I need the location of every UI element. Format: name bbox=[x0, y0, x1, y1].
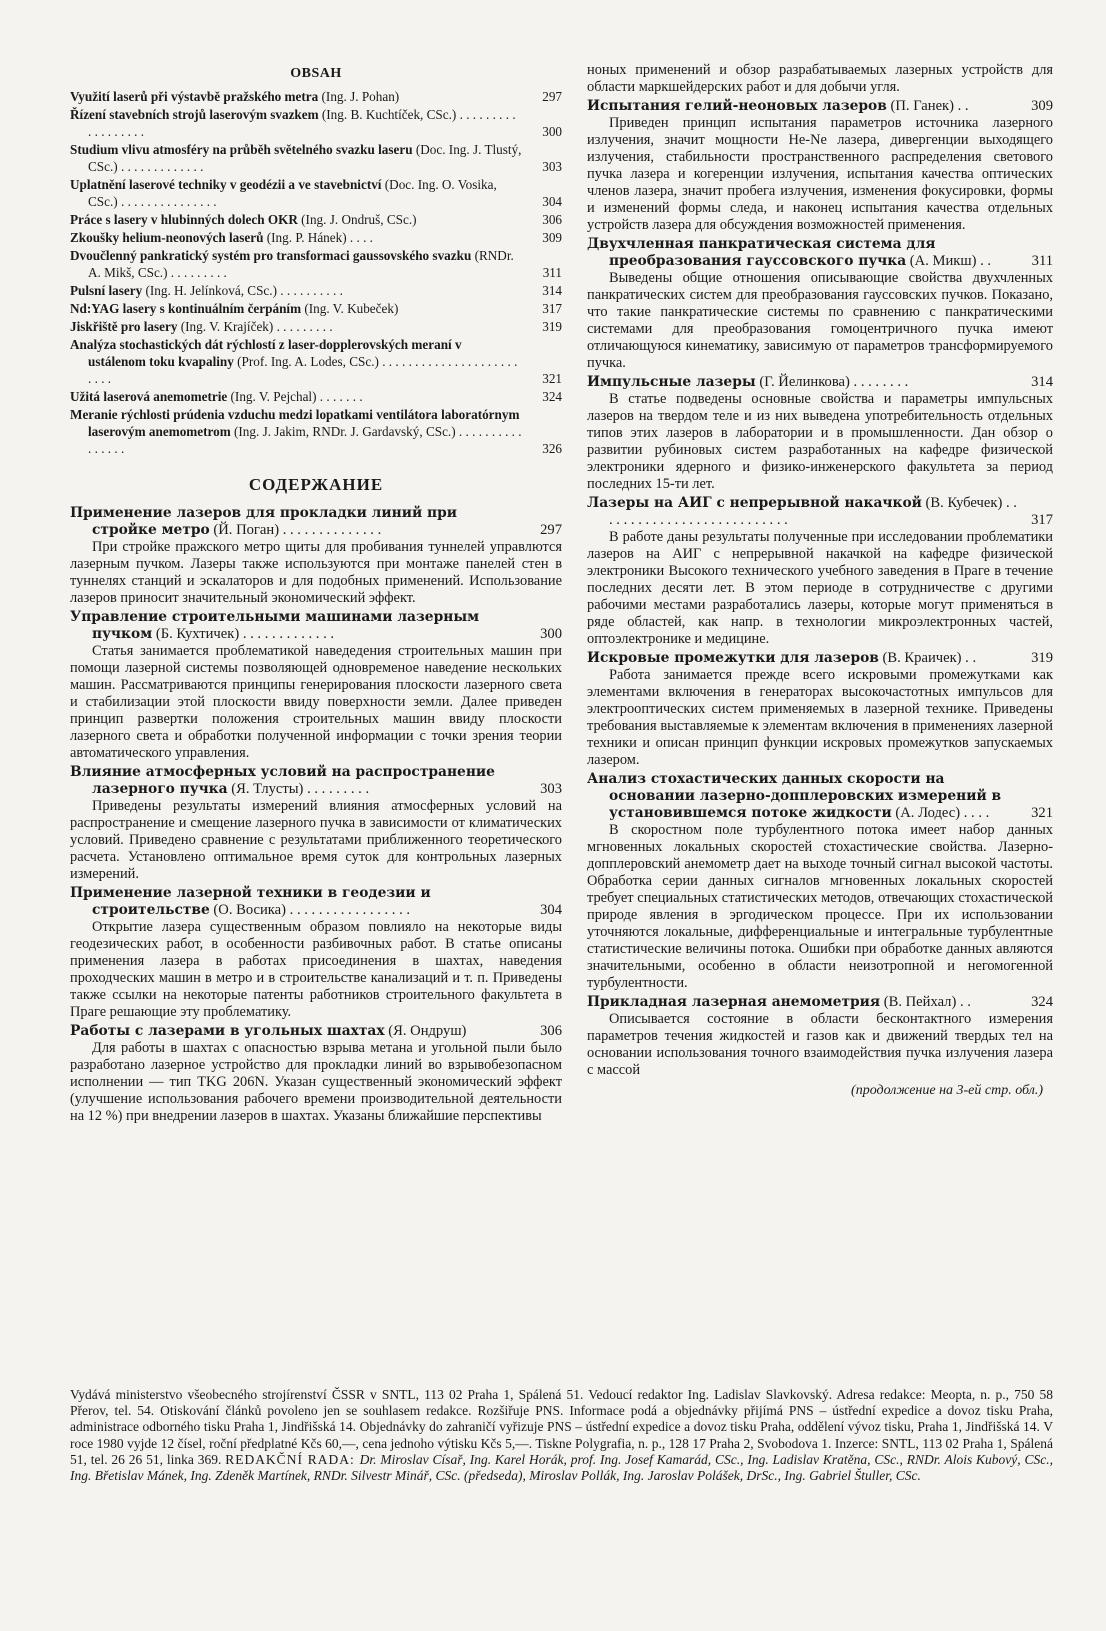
toc-entry-title: Meranie rýchlosti prúdenia vzduchu medzi lopatkami ventilátora laboratórnym laserovým anemometrom bbox=[70, 407, 520, 439]
article-title-block bbox=[587, 495, 1017, 529]
article-page: 300 bbox=[540, 626, 562, 642]
toc-entry-page: 321 bbox=[542, 371, 562, 386]
article-title: Прикладная лазерная анемометрия bbox=[587, 994, 881, 1010]
soderzhanie-title: СОДЕРЖАНИЕ bbox=[248, 475, 384, 494]
article-title-block bbox=[70, 1023, 526, 1040]
article-author: (Я. Тлусты) . . . . . . . . . bbox=[227, 781, 370, 797]
toc-entry-title: Práce s lasery v hlubinných dolech OKR bbox=[70, 212, 298, 227]
toc-entry-author: (Ing. J. Ondruš, CSc.) bbox=[297, 212, 417, 227]
toc-entry-page: 306 bbox=[542, 212, 562, 227]
article-title-block bbox=[70, 609, 526, 643]
article-title-block bbox=[587, 236, 1017, 270]
continued-abstract: ноных применений и обзор разрабатываемых лазерных устройств для области маркшейдерских работ и для добычи угля. bbox=[587, 62, 1053, 95]
article-page: 324 bbox=[1031, 994, 1053, 1010]
article-title: Применение лазерной техники в геодезии и строительстве bbox=[70, 885, 431, 918]
toc-entry bbox=[70, 211, 562, 228]
continuation-note: (продолжение на 3-ей стр. обл.) bbox=[851, 1083, 1043, 1098]
article-title: Управление строительными машинами лазерным пучком bbox=[70, 609, 480, 642]
article-title-block bbox=[70, 885, 526, 919]
articles-right bbox=[587, 98, 1053, 1079]
article-author: (Я. Ондруш) bbox=[384, 1023, 467, 1039]
article-author: (А. Микш) . . bbox=[906, 253, 992, 269]
article-author: (Г. Йелинкова) . . . . . . . . bbox=[755, 374, 909, 390]
article-title: Анализ стохастических данных скорости на основании лазерно-допплеровских измерений в установившемся потоке жидкости bbox=[587, 771, 1002, 821]
article-page: 311 bbox=[1031, 253, 1053, 269]
toc-entry bbox=[70, 318, 562, 335]
toc-entry bbox=[70, 141, 562, 175]
article bbox=[587, 236, 1053, 372]
right-column bbox=[587, 62, 1053, 1099]
toc-entry bbox=[70, 247, 562, 281]
article-heading bbox=[587, 98, 1053, 115]
toc-entry-title-block bbox=[70, 282, 522, 299]
article-heading bbox=[587, 374, 1053, 391]
toc-entry-title: Studium vlivu atmosféry na průběh světelného svazku laseru bbox=[70, 142, 413, 157]
article-abstract: При стройке пражского метро щиты для пробивания туннелей управлются лазерным пучком. Лазеры также используются при монтаже панелей стен в туннелях станций и эскалаторов и для подобных применений. Использование лазеров приносит значительный экономический эффект. bbox=[70, 539, 562, 606]
toc-entry-title-block bbox=[70, 318, 522, 335]
toc-entry bbox=[70, 282, 562, 299]
toc-entry-page: 326 bbox=[542, 441, 562, 456]
article-title-block bbox=[587, 994, 1017, 1011]
toc-entry-author: (Ing. J. Pohan) bbox=[318, 89, 400, 104]
toc-entry bbox=[70, 388, 562, 405]
toc-entry-title: Zkoušky helium-neonových laserů bbox=[70, 230, 264, 245]
toc-entry-author: (Prof. Ing. A. Lodes, CSc.) . . . . . . . . . . . . . . . . . . . . . . . . . bbox=[88, 354, 518, 386]
article-title: Влияние атмосферных условий на распространение лазерного пучка bbox=[70, 764, 495, 797]
article bbox=[587, 650, 1053, 769]
toc-entry-author: (RNDr. A. Mikš, CSc.) . . . . . . . . . bbox=[88, 248, 514, 280]
article-author: (Б. Кухтичек) . . . . . . . . . . . . . bbox=[152, 626, 335, 642]
toc-entry bbox=[70, 88, 562, 105]
left-column bbox=[70, 62, 562, 1127]
toc-entry-page: 304 bbox=[542, 194, 562, 209]
article-abstract: В статье подведены основные свойства и параметры импульсных лазеров на твердом теле и из них выведена употребительность отдельных типов этих лазеров в лаборатории и в промышленности. Дан обзор о развитии рубиновых систем разработанных на кафедре физической электроники ядерного и физико-инженерского факультета за период последних 15-ти лет. bbox=[587, 391, 1053, 492]
article-heading bbox=[587, 771, 1053, 822]
toc-entry-title: Analýza stochastických dát rýchlostí z laser-dopplerovských meraní v ustálenom toku kvapaliny bbox=[70, 337, 462, 369]
article-abstract: Открытие лазера существенным образом повлияло на некоторые виды геодезических работ, в особенности разбивочных работ. В статье описаны применения лазера в работах присоединения в шахтах, наведения проходческих машин в метро и в строительстве канализаций и т. п. Приведены также ссылки на некоторые патенты работников строительного факультета в Праге решающие эту проблематику. bbox=[70, 919, 562, 1020]
article-author: (В. Пейхал) . . bbox=[880, 994, 971, 1010]
article-title: Импульсные лазеры bbox=[587, 374, 756, 390]
toc-entry-author: (Ing. H. Jelínková, CSc.) . . . . . . . . . . bbox=[142, 283, 343, 298]
article-title: Лазеры на АИГ с непрерывной накачкой bbox=[587, 495, 922, 511]
toc-entry-author: (Doc. Ing. J. Tlustý, CSc.) . . . . . . . . . . . . . bbox=[88, 142, 522, 174]
toc-entry-title-block bbox=[70, 300, 522, 317]
toc-entry-title: Užitá laserová anemometrie bbox=[70, 389, 228, 404]
article-heading bbox=[587, 236, 1053, 270]
article-page: 297 bbox=[540, 522, 562, 538]
article-title: Применение лазеров для прокладки линий при стройке метро bbox=[70, 505, 457, 538]
article-title-block bbox=[587, 374, 1017, 391]
article-heading bbox=[70, 1023, 562, 1040]
toc-entry-page: 324 bbox=[542, 389, 562, 404]
article-page: 309 bbox=[1031, 98, 1053, 114]
article bbox=[587, 495, 1053, 648]
article-author: (А. Лодес) . . . . bbox=[891, 805, 990, 821]
toc-entry-title: Uplatnění laserové techniky v geodézii a ve stavebnictví bbox=[70, 177, 382, 192]
toc-entry-title-block bbox=[70, 406, 522, 457]
toc-entry-title: Nd:YAG lasery s kontinuálním čerpáním bbox=[70, 301, 302, 316]
article-title-block bbox=[70, 505, 526, 539]
toc-entry-author: (Ing. V. Krajíček) . . . . . . . . . bbox=[177, 319, 333, 334]
toc-entry-title-block bbox=[70, 141, 522, 175]
article-title: Двухчленная панкратическая система для преобразования гауссовского пучка bbox=[587, 236, 936, 269]
toc-entry bbox=[70, 336, 562, 387]
article-title: Испытания гелий-неоновых лазеров bbox=[587, 98, 887, 114]
toc-entry bbox=[70, 300, 562, 317]
toc-entry-page: 300 bbox=[542, 124, 562, 139]
toc-entry-page: 303 bbox=[542, 159, 562, 174]
toc-entry-title-block bbox=[70, 229, 522, 246]
article-heading bbox=[70, 505, 562, 539]
article-abstract: Для работы в шахтах с опасностью взрыва метана и угольной пыли было разработано лазерное устройство для прокладки линий во взрывобезопасном исполнении — тип TKG 206N. Указан существенный экономический эффект (улучшение использования рабочего времени производительной деятельности на 12 %) при внедрении лазеров в шахтах. Указаны ближайшие перспективы bbox=[70, 1040, 562, 1124]
article-page: 314 bbox=[1031, 374, 1053, 390]
article-abstract: Приведены результаты измерений влияния атмосферных условий на распространение и смещение лазерного пучка в зависимости от климатических условий. Приведено сравнение с результатами приближенного теоретического расчета. Установлено оптимальное время суток для контрольных лазерных измерений. bbox=[70, 798, 562, 882]
toc-entry-page: 297 bbox=[542, 89, 562, 104]
toc-entry-title-block bbox=[70, 336, 522, 387]
article-abstract: Описывается состояние в области бесконтактного измерения параметров течения жидкостей и газов как и движений твердых тел на основании использования точного взаимодействия пучка излучения лазера с массой bbox=[587, 1011, 1053, 1078]
toc-entry-title: Dvoučlenný pankratický systém pro transformaci gaussovského svazku bbox=[70, 248, 472, 263]
article-page: 303 bbox=[540, 781, 562, 797]
toc-entry bbox=[70, 229, 562, 246]
article bbox=[587, 771, 1053, 992]
toc-entry-title: Jiskřiště pro lasery bbox=[70, 319, 178, 334]
colophon bbox=[70, 1387, 1053, 1484]
toc-entry-author: (Ing. B. Kuchtíček, CSc.) . . . . . . . . . . . . . . . . . . bbox=[88, 107, 516, 139]
toc-entry-author: (Ing. V. Pejchal) . . . . . . . bbox=[227, 389, 363, 404]
toc-entry-title: Řízení stavebních strojů laserovým svazkem bbox=[70, 107, 319, 122]
article-page: 321 bbox=[1031, 805, 1053, 821]
article-abstract: Работа занимается прежде всего искровыми промежутками как элементами включения в генераторах высокочастотных импульсов для электрооптических систем применяемых в лазерной технике. Приведены требования выставляемые к элементам включения в применениях лазерной техники и описан принцип функции искровых промежутков запускаемых лазером. bbox=[587, 667, 1053, 768]
toc-entry-author: (Ing. V. Kubeček) bbox=[301, 301, 399, 316]
toc-entry-title-block bbox=[70, 247, 522, 281]
article-heading bbox=[70, 609, 562, 643]
toc-entry-title-block bbox=[70, 388, 522, 405]
toc-entry-page: 319 bbox=[542, 319, 562, 334]
article-abstract: В работе даны результаты полученные при исследовании проблематики лазеров на АИГ с непрерывной накачкой на кафедре физической электроники Высокого технического учебного заведения в Праге в течение последних десяти лет. В этом периоде в сотрудничестве с другими рабочими местами разработались лазеры, которые могут применяться в ряде областей, как напр. в технологии микроэлектронных частей, оптоэлектронике и медицине. bbox=[587, 529, 1053, 647]
article-heading bbox=[587, 994, 1053, 1011]
obsah-list bbox=[70, 88, 562, 457]
article-author: (Й. Поган) . . . . . . . . . . . . . . bbox=[209, 522, 382, 538]
article-page: 317 bbox=[1031, 512, 1053, 528]
article bbox=[70, 764, 562, 883]
article bbox=[587, 374, 1053, 493]
article-heading bbox=[70, 885, 562, 919]
editorial-board-label: REDAKČNÍ RADA: bbox=[225, 1451, 360, 1467]
article-heading bbox=[587, 495, 1053, 529]
toc-entry bbox=[70, 406, 562, 457]
article-title: Искровые промежутки для лазеров bbox=[587, 650, 879, 666]
toc-entry bbox=[70, 106, 562, 140]
article-title-block bbox=[587, 98, 1017, 115]
editorial-board: Dr. Miroslav Císař, Ing. Karel Horák, prof. Ing. Josef Kamarád, CSc., Ing. Ladislav Kratěna, CSc., RNDr. Alois Kubový, CSc., Ing. Břetislav Mánek, Ing. Zdeněk Martínek, RNDr. Silvestr Minář, CSc. (předseda), Miroslav Pollák, Ing. Jaroslav Polášek, DrSc., Ing. Gabriel Štuller, CSc. bbox=[70, 1451, 1053, 1484]
toc-entry-author: (Ing. J. Jakim, RNDr. J. Gardavský, CSc.) . . . . . . . . . . . . . . . . bbox=[88, 424, 522, 456]
article-title: Работы с лазерами в угольных шахтах bbox=[70, 1023, 385, 1039]
article-title-block bbox=[587, 650, 1017, 667]
article-heading bbox=[70, 764, 562, 798]
article-title-block bbox=[587, 771, 1017, 822]
article-abstract: В скоростном поле турбулентного потока имеет набор данных мгновенных локальных скоростей стохастические свойства. Лазерно-допплеровский анемометр дает на выходе точный сигнал высокой частоты. Обработка серии данных сигналов мгновенных локальных скоростей требует специальных статистических методов, отвечающих стохастической природе явления в эргодическом процессе. При их использовании уточняются локальные, дифференциальные и интегральные турбулентные статистические величины потока. Ошибки при обработке данных авляются значительными, особенно в области неизотропной и негомогенной турбулентности. bbox=[587, 822, 1053, 991]
article-author: (В. Кубечек) . . . . . . . . . . . . . . . . . . . . . . . . . . . bbox=[609, 495, 1017, 528]
article bbox=[70, 505, 562, 607]
article-heading bbox=[587, 650, 1053, 667]
articles-left bbox=[70, 505, 562, 1125]
article-page: 306 bbox=[540, 1023, 562, 1039]
toc-entry-page: 311 bbox=[542, 265, 562, 280]
toc-entry-title-block bbox=[70, 176, 522, 210]
article-abstract: Выведены общие отношения описывающие свойства двухчленных панкратических систем для преобразования гауссовских пучков. Показано, что такие панкратические системы по сравнению с панкратическими системами для преобразования гомоцентричного пучка имеют отличающуюся кинематику, зависимую от параметров трансформируемого пучка. bbox=[587, 270, 1053, 371]
article bbox=[70, 609, 562, 762]
toc-entry-author: (Doc. Ing. O. Vosika, CSc.) . . . . . . . . . . . . . . . bbox=[88, 177, 497, 209]
toc-entry-title: Využití laserů při výstavbě pražského metra bbox=[70, 89, 319, 104]
article bbox=[70, 1023, 562, 1125]
article-page: 319 bbox=[1031, 650, 1053, 666]
article-abstract: Статья занимается проблематикой наведедения строительных машин при помощи лазерной системы позволяющей одновременое наведение нескольких машин. Рассматриваются принципы генерирования плоскости лазерного света и стабилизации этой плоскости ввиду поверхности земли. Далее приведен принцип развертки положения строительных машин ввиду плоскости лазерного света и обработки полученной информации с точки зрения теории автоматического управления. bbox=[70, 643, 562, 761]
article-abstract: Приведен принцип испытания параметров источника лазерного излучения, значит мощности He-Ne лазера, дивергенции выходящего излучения, стабильности пространственного распределения светового пучка лазера и когеренции излучения, испытания качества оптических членов лазера, значит пробега излучения, изменения фокусировки, формы и изменений формы следа, и наконец испытания качества отдельных устройств лазера для обсуждения возможностей применения. bbox=[587, 115, 1053, 233]
toc-entry-author: (Ing. P. Hánek) . . . . bbox=[263, 230, 373, 245]
toc-entry-title-block bbox=[70, 88, 522, 105]
toc-entry-page: 317 bbox=[542, 301, 562, 316]
toc-entry-title-block bbox=[70, 211, 522, 228]
toc-entry bbox=[70, 176, 562, 210]
article bbox=[70, 885, 562, 1021]
toc-entry-page: 309 bbox=[542, 230, 562, 245]
toc-entry-title: Pulsní lasery bbox=[70, 283, 143, 298]
toc-entry-page: 314 bbox=[542, 283, 562, 298]
article-page: 304 bbox=[540, 902, 562, 918]
obsah-title: OBSAH bbox=[290, 66, 342, 81]
toc-entry-title-block bbox=[70, 106, 522, 140]
article-author: (О. Восика) . . . . . . . . . . . . . . . . . bbox=[209, 902, 411, 918]
article-author: (П. Ганек) . . bbox=[886, 98, 969, 114]
article-author: (В. Краичек) . . bbox=[878, 650, 977, 666]
article bbox=[587, 994, 1053, 1079]
article-title-block bbox=[70, 764, 526, 798]
article bbox=[587, 98, 1053, 234]
colophon-text: Vydává ministerstvo všeobecného strojírenství ČSSR v SNTL, 113 02 Praha 1, Spálená 51. Vedoucí redaktor Ing. Ladislav Slavkovský. Adresa redakce: Meopta, n. p., 750 58 Přerov, tel. 54. Otiskování článků povoleno jen se souhlasem redakce. Rozšiřuje PNS. Informace podá a objednávky přijímá PNS – ústřední expedice a dovoz tisku Praha, administrace odborného tisku Praha 1, Jindřišská 14. Objednávky do zahraničí vyřizuje PNS – ústřední expedice a dovoz tisku Praha, oddělení vývoz tisku, Praha 1, Jindřišská 14. V roce 1980 vyjde 12 čísel, roční předplatné Kčs 60,—, cena jednoho výtisku Kčs 5,—. Tiskne Polygrafia, n. p., 128 17 Praha 2, Svobodova 1. Inzerce: SNTL, 113 02 Praha 1, Spálená 51, tel. 26 26 51, linka 369. bbox=[70, 1387, 1053, 1467]
